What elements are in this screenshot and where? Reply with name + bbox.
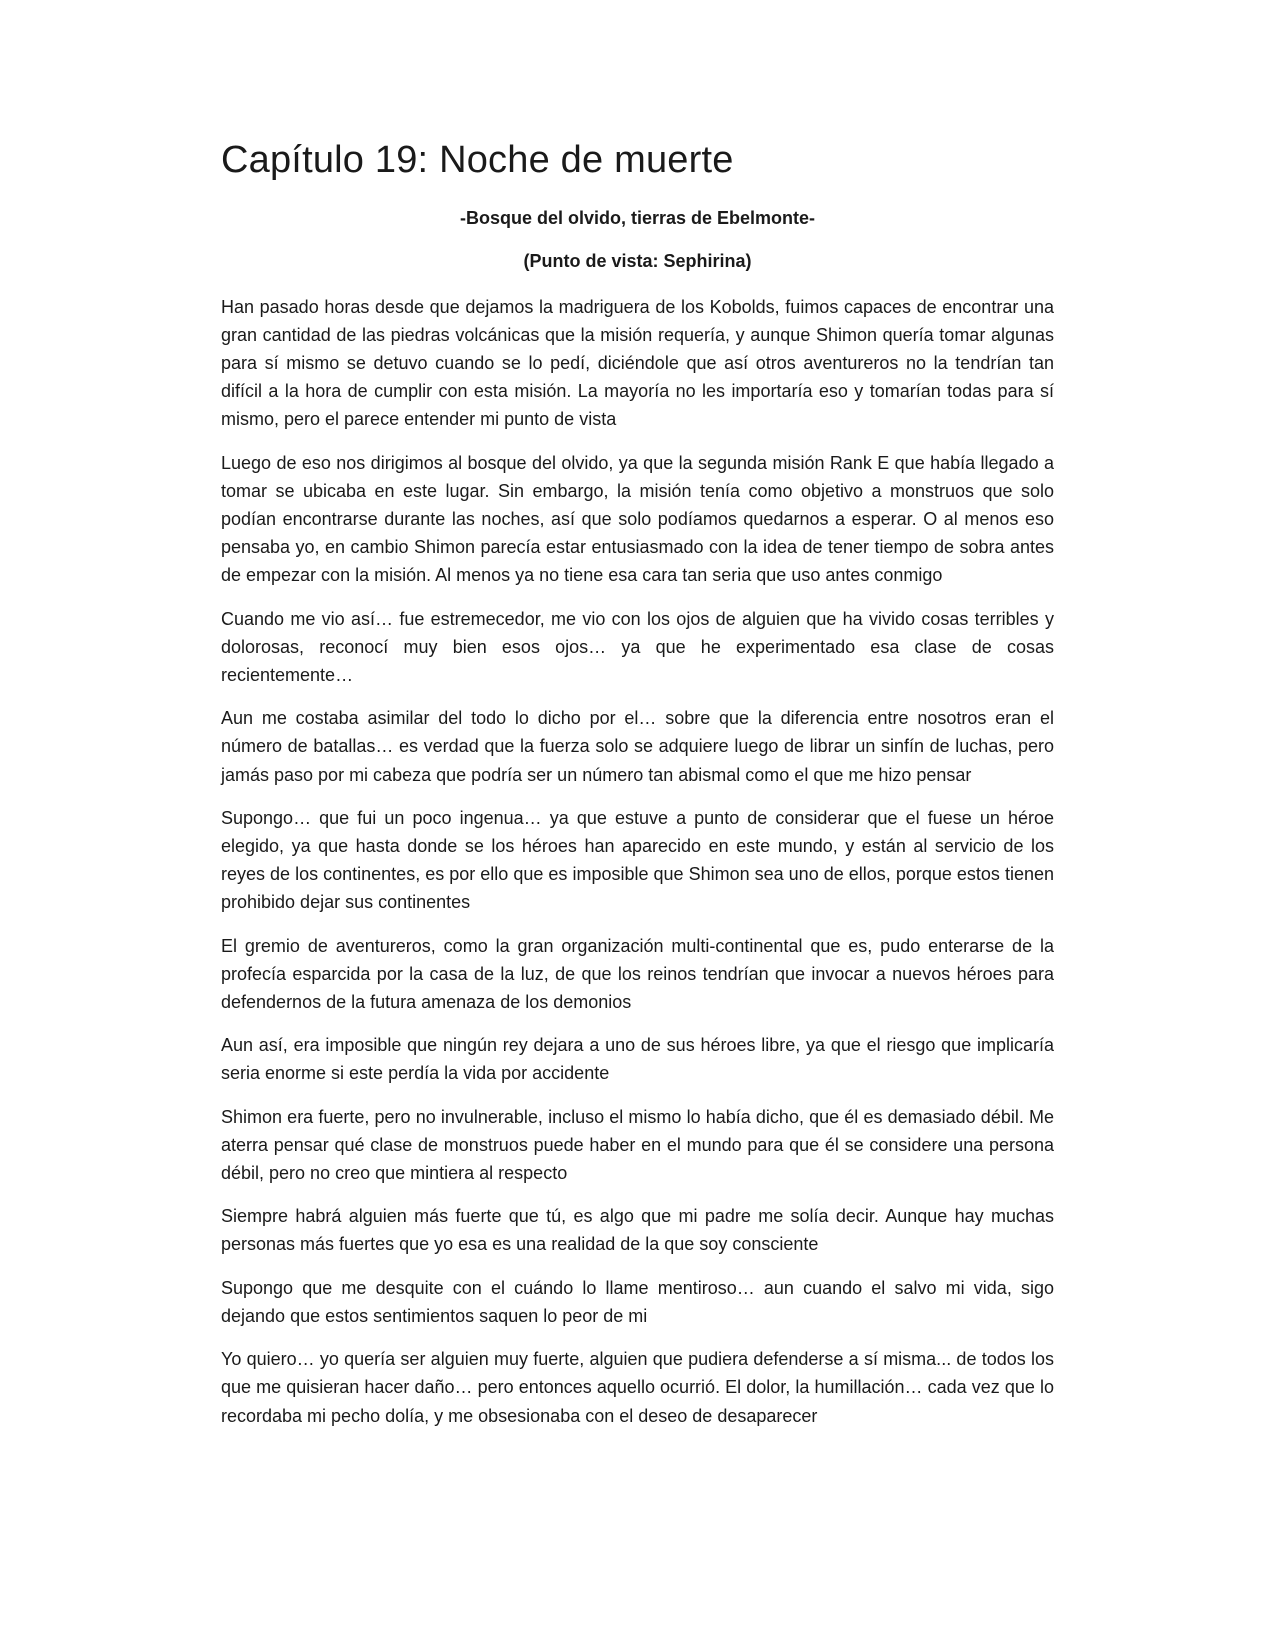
paragraph: Luego de eso nos dirigimos al bosque del olvido, ya que la segunda misión Rank E que había llegado a tomar se ubicaba en este lugar. Sin embargo, la misión tenía como objetivo a monstruos que solo podían encontrarse durante las noches, así que solo podíamos quedarnos a esperar. O al menos eso pensaba yo, en cambio Shimon parecía estar entusiasmado con la idea de tener tiempo de sobra antes de empezar con la misión. Al menos ya no tiene esa cara tan seria que uso antes conmigo	[221, 452, 1054, 586]
chapter-title: Capítulo 19: Noche de muerte	[221, 139, 734, 181]
paragraph: Yo quiero… yo quería ser alguien muy fuerte, alguien que pudiera defenderse a sí misma... de todos los que me quisieran hacer daño… pero entonces aquello ocurrió. El dolor, la humillación… cada vez que lo recordaba mi pecho dolía, y me obsesionaba con el deseo de desaparecer	[221, 1349, 1054, 1426]
document-page	[221, 138, 1054, 1445]
paragraph: Aun me costaba asimilar del todo lo dicho por el… sobre que la diferencia entre nosotros eran el número de batallas… es verdad que la fuerza solo se adquiere luego de librar un sinfín de luchas, pero jamás paso por mi cabeza que podría ser un número tan abismal como el que me hizo pensar	[221, 708, 1054, 785]
paragraph: Han pasado horas desde que dejamos la madriguera de los Kobolds, fuimos capaces de encontrar una gran cantidad de las piedras volcánicas que la misión requería, y aunque Shimon quería tomar algunas para sí mismo se detuvo cuando se lo pedí, diciéndole que así otros aventureros no la tendrían tan difícil a la hora de cumplir con esta misión. La mayoría no les importaría eso y tomarían todas para sí mismo, pero el parece entender mi punto de vista	[221, 296, 1054, 430]
location-subtitle: -Bosque del olvido, tierras de Ebelmonte-	[459, 207, 816, 228]
paragraph: Supongo… que fui un poco ingenua… ya que estuve a punto de considerar que el fuese un héroe elegido, ya que hasta donde se los héroes han aparecido en este mundo, y están al servicio de los reyes de los continentes, es por ello que es imposible que Shimon sea uno de ellos, porque estos tienen prohibido dejar sus continentes	[221, 807, 1054, 913]
paragraph: Supongo que me desquite con el cuándo lo llame mentiroso… aun cuando el salvo mi vida, sigo dejando que estos sentimientos saquen lo peor de mi	[221, 1277, 1054, 1326]
pov-subtitle: (Punto de vista: Sephirina)	[523, 250, 752, 271]
paragraph: Aun así, era imposible que ningún rey dejara a uno de sus héroes libre, ya que el riesgo que implicaría seria enorme si este perdía la vida por accidente	[221, 1035, 1054, 1084]
paragraph: El gremio de aventureros, como la gran organización multi-continental que es, pudo enterarse de la profecía esparcida por la casa de la luz, de que los reinos tendrían que invocar a nuevos héroes para defendernos de la futura amenaza de los demonios	[221, 935, 1054, 1013]
paragraph: Cuando me vio así… fue estremecedor, me vio con los ojos de alguien que ha vivido cosas terribles y dolorosas, reconocí muy bien esos ojos… ya que he experimentado esa clase de cosas recientemente…	[221, 608, 1054, 686]
paragraph: Shimon era fuerte, pero no invulnerable, incluso el mismo lo había dicho, que él es demasiado débil. Me aterra pensar qué clase de monstruos puede haber en el mundo para que él se considere una persona débil, pero no creo que mintiera al respecto	[221, 1106, 1054, 1184]
paragraph: Siempre habrá alguien más fuerte que tú, es algo que mi padre me solía decir. Aunque hay muchas personas más fuertes que yo esa es una realidad de la que soy consciente	[221, 1206, 1054, 1255]
